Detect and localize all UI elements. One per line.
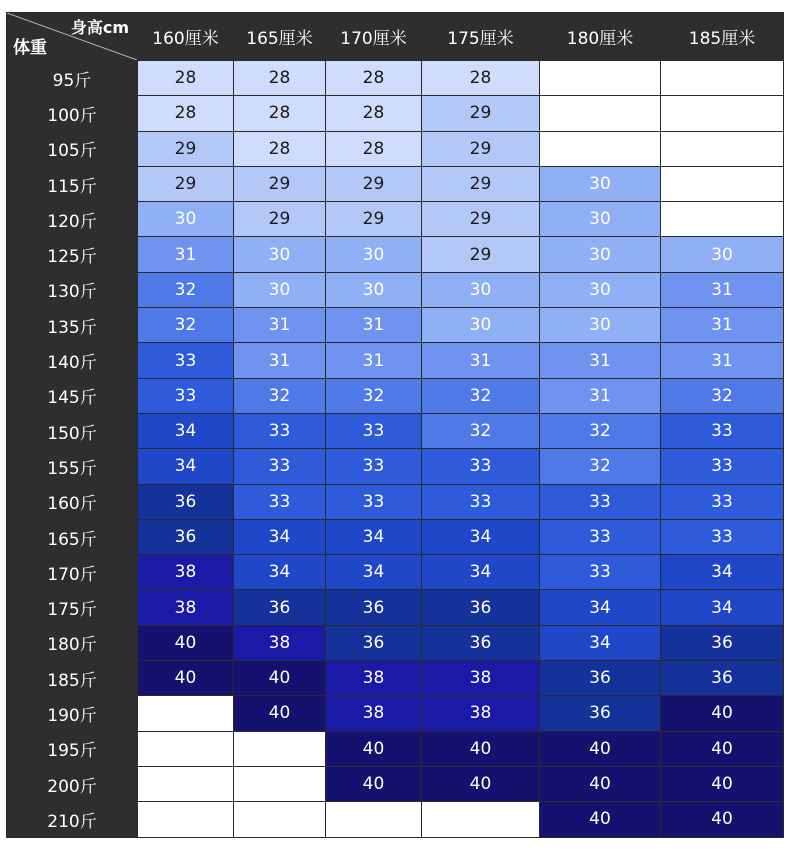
- size-cell: 34: [138, 449, 234, 484]
- height-axis-label: 身高cm: [70, 18, 129, 37]
- size-cell: 40: [138, 625, 234, 660]
- table-row: [7, 237, 784, 272]
- size-cell: 30: [540, 272, 661, 307]
- empty-cell: [326, 802, 422, 837]
- size-cell: 40: [422, 731, 540, 766]
- size-cell: 30: [540, 308, 661, 343]
- size-cell: 31: [326, 308, 422, 343]
- weight-row-label: 210斤: [7, 802, 138, 837]
- table-row: [7, 96, 784, 131]
- size-cell: 29: [422, 166, 540, 201]
- size-cell: 34: [540, 625, 661, 660]
- size-cell: 34: [234, 555, 326, 590]
- size-cell: 30: [540, 237, 661, 272]
- size-cell: 33: [661, 484, 784, 519]
- size-cell: 40: [661, 731, 784, 766]
- size-cell: 31: [661, 308, 784, 343]
- size-cell: 33: [326, 413, 422, 448]
- size-cell: 32: [422, 413, 540, 448]
- size-cell: 31: [540, 378, 661, 413]
- table-row: [7, 484, 784, 519]
- size-cell: 34: [540, 590, 661, 625]
- size-cell: 33: [234, 484, 326, 519]
- size-cell: 29: [326, 202, 422, 237]
- size-cell: 32: [138, 308, 234, 343]
- size-cell: 29: [422, 131, 540, 166]
- size-cell: 29: [138, 131, 234, 166]
- size-cell: 38: [234, 625, 326, 660]
- size-cell: 28: [234, 96, 326, 131]
- size-cell: 36: [422, 590, 540, 625]
- size-cell: 36: [422, 625, 540, 660]
- size-cell: 28: [138, 96, 234, 131]
- size-cell: 29: [234, 166, 326, 201]
- table-row: [7, 555, 784, 590]
- size-cell: 40: [326, 731, 422, 766]
- size-cell: 33: [326, 484, 422, 519]
- size-cell: 34: [234, 519, 326, 554]
- size-cell: 31: [540, 343, 661, 378]
- table-row: [7, 272, 784, 307]
- table-row: [7, 449, 784, 484]
- size-cell: 28: [326, 131, 422, 166]
- size-cell: 31: [326, 343, 422, 378]
- weight-row-label: 115斤: [7, 166, 138, 201]
- table-row: [7, 131, 784, 166]
- size-cell: 33: [138, 378, 234, 413]
- size-cell: 40: [326, 766, 422, 801]
- size-cell: 36: [661, 625, 784, 660]
- size-cell: 32: [540, 413, 661, 448]
- table-row: [7, 308, 784, 343]
- size-cell: 40: [422, 766, 540, 801]
- size-cell: 29: [326, 166, 422, 201]
- weight-axis-label: 体重: [13, 38, 47, 58]
- size-cell: 38: [422, 696, 540, 731]
- empty-cell: [661, 61, 784, 96]
- weight-row-label: 165斤: [7, 519, 138, 554]
- size-cell: 40: [540, 731, 661, 766]
- size-cell: 28: [326, 61, 422, 96]
- table-row: [7, 519, 784, 554]
- size-cell: 32: [138, 272, 234, 307]
- size-cell: 28: [234, 61, 326, 96]
- table-row: [7, 661, 784, 696]
- table-row: [7, 802, 784, 837]
- size-cell: 29: [138, 166, 234, 201]
- size-cell: 33: [234, 449, 326, 484]
- size-cell: 36: [540, 661, 661, 696]
- empty-cell: [138, 731, 234, 766]
- weight-row-label: 175斤: [7, 590, 138, 625]
- table-row: [7, 766, 784, 801]
- column-header-160: 160厘米: [138, 13, 234, 61]
- size-cell: 32: [326, 378, 422, 413]
- column-header-180: 180厘米: [540, 13, 661, 61]
- weight-row-label: 200斤: [7, 766, 138, 801]
- size-cell: 29: [234, 202, 326, 237]
- empty-cell: [138, 802, 234, 837]
- size-cell: 31: [234, 308, 326, 343]
- empty-cell: [661, 131, 784, 166]
- weight-row-label: 120斤: [7, 202, 138, 237]
- header-row: [7, 13, 784, 61]
- size-cell: 33: [540, 555, 661, 590]
- size-chart-body: [7, 61, 784, 838]
- size-cell: 31: [661, 343, 784, 378]
- corner-header-cell: [7, 13, 138, 61]
- size-cell: 40: [661, 802, 784, 837]
- size-cell: 36: [138, 519, 234, 554]
- table-row: [7, 413, 784, 448]
- table-row: [7, 625, 784, 660]
- column-header-165: 165厘米: [234, 13, 326, 61]
- size-cell: 34: [326, 519, 422, 554]
- size-cell: 30: [661, 237, 784, 272]
- empty-cell: [422, 802, 540, 837]
- weight-row-label: 180斤: [7, 625, 138, 660]
- weight-row-label: 150斤: [7, 413, 138, 448]
- size-cell: 36: [326, 590, 422, 625]
- size-cell: 32: [661, 378, 784, 413]
- size-cell: 31: [234, 343, 326, 378]
- size-cell: 30: [326, 237, 422, 272]
- size-cell: 40: [234, 661, 326, 696]
- size-cell: 40: [540, 766, 661, 801]
- empty-cell: [661, 202, 784, 237]
- size-cell: 29: [422, 96, 540, 131]
- size-cell: 28: [138, 61, 234, 96]
- size-cell: 30: [138, 202, 234, 237]
- weight-row-label: 185斤: [7, 661, 138, 696]
- size-cell: 36: [234, 590, 326, 625]
- weight-row-label: 145斤: [7, 378, 138, 413]
- size-cell: 38: [138, 590, 234, 625]
- column-header-185: 185厘米: [661, 13, 784, 61]
- size-cell: 33: [540, 519, 661, 554]
- empty-cell: [540, 96, 661, 131]
- size-cell: 33: [138, 343, 234, 378]
- size-cell: 30: [234, 272, 326, 307]
- size-cell: 34: [661, 590, 784, 625]
- weight-row-label: 105斤: [7, 131, 138, 166]
- size-cell: 33: [661, 449, 784, 484]
- empty-cell: [138, 766, 234, 801]
- size-cell: 36: [540, 696, 661, 731]
- empty-cell: [234, 802, 326, 837]
- size-cell: 30: [422, 272, 540, 307]
- size-cell: 30: [540, 166, 661, 201]
- weight-row-label: 160斤: [7, 484, 138, 519]
- table-row: [7, 202, 784, 237]
- size-cell: 34: [422, 555, 540, 590]
- size-cell: 32: [234, 378, 326, 413]
- table-row: [7, 378, 784, 413]
- size-cell: 33: [234, 413, 326, 448]
- size-cell: 38: [422, 661, 540, 696]
- size-cell: 40: [138, 661, 234, 696]
- size-cell: 33: [422, 449, 540, 484]
- size-cell: 40: [661, 696, 784, 731]
- size-cell: 31: [661, 272, 784, 307]
- size-cell: 33: [326, 449, 422, 484]
- size-cell: 28: [326, 96, 422, 131]
- size-cell: 29: [422, 237, 540, 272]
- size-cell: 40: [540, 802, 661, 837]
- size-cell: 31: [138, 237, 234, 272]
- size-cell: 29: [422, 202, 540, 237]
- size-cell: 33: [422, 484, 540, 519]
- weight-row-label: 140斤: [7, 343, 138, 378]
- weight-row-label: 155斤: [7, 449, 138, 484]
- size-cell: 38: [326, 661, 422, 696]
- column-header-175: 175厘米: [422, 13, 540, 61]
- weight-row-label: 135斤: [7, 308, 138, 343]
- table-row: [7, 343, 784, 378]
- size-cell: 32: [422, 378, 540, 413]
- empty-cell: [138, 696, 234, 731]
- weight-row-label: 125斤: [7, 237, 138, 272]
- empty-cell: [661, 166, 784, 201]
- size-cell: 34: [326, 555, 422, 590]
- size-cell: 34: [661, 555, 784, 590]
- table-row: [7, 166, 784, 201]
- size-cell: 38: [326, 696, 422, 731]
- size-cell: 33: [540, 484, 661, 519]
- size-cell: 34: [422, 519, 540, 554]
- size-cell: 30: [422, 308, 540, 343]
- size-cell: 31: [422, 343, 540, 378]
- weight-row-label: 190斤: [7, 696, 138, 731]
- empty-cell: [540, 131, 661, 166]
- size-cell: 33: [661, 519, 784, 554]
- size-cell: 40: [661, 766, 784, 801]
- size-cell: 30: [326, 272, 422, 307]
- size-chart-table: [6, 12, 784, 838]
- size-cell: 28: [234, 131, 326, 166]
- size-cell: 36: [326, 625, 422, 660]
- empty-cell: [234, 766, 326, 801]
- table-row: [7, 696, 784, 731]
- table-row: [7, 731, 784, 766]
- weight-row-label: 170斤: [7, 555, 138, 590]
- size-cell: 30: [540, 202, 661, 237]
- column-header-170: 170厘米: [326, 13, 422, 61]
- size-cell: 28: [422, 61, 540, 96]
- table-row: [7, 590, 784, 625]
- weight-row-label: 95斤: [7, 61, 138, 96]
- size-cell: 30: [234, 237, 326, 272]
- size-cell: 32: [540, 449, 661, 484]
- size-cell: 38: [138, 555, 234, 590]
- size-cell: 34: [138, 413, 234, 448]
- size-cell: 33: [661, 413, 784, 448]
- empty-cell: [661, 96, 784, 131]
- size-cell: 36: [661, 661, 784, 696]
- weight-row-label: 100斤: [7, 96, 138, 131]
- table-row: [7, 61, 784, 96]
- weight-row-label: 195斤: [7, 731, 138, 766]
- size-cell: 40: [234, 696, 326, 731]
- empty-cell: [234, 731, 326, 766]
- weight-row-label: 130斤: [7, 272, 138, 307]
- empty-cell: [540, 61, 661, 96]
- size-cell: 36: [138, 484, 234, 519]
